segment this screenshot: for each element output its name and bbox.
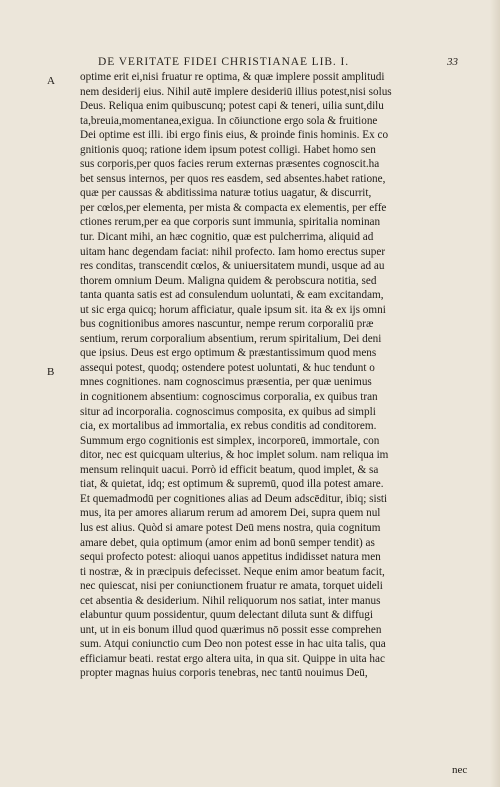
text-line: gnitionis quoq; ratione idem ipsum potest colligi. Habet homo sen: [80, 143, 376, 156]
text-line: optime erit ei,nisi fruatur re optima, & quæ implere possit amplitudi: [80, 71, 385, 83]
text-line: sus corporis,per quos facies rerum externas præsentes cognoscit.ha: [80, 158, 380, 171]
text-line: per cœlos,per elementa, per mista & compacta ex elementis, per effe: [80, 201, 387, 214]
text-line: Et quemadmodū per cognitiones alias ad Deum adscēditur, ibiq; sisti: [80, 492, 388, 505]
text-line: bet sensus internos, per quos res easdem, sed absentes.habet ratione,: [80, 172, 386, 185]
text-line: que ipsius. Deus est ergo optimum & præstantissimum quod mens: [80, 347, 377, 360]
text-line: lus est alius. Quòd si amare potest Deū mens nostra, quia cognitum: [80, 521, 381, 534]
text-line: elabuntur quum possidentur, quum delectant diluta sunt & diffugi: [80, 609, 373, 622]
text-line: ctiones rerum,per ea que corporis sunt immunia, spiritalia nominan: [80, 216, 381, 229]
text-line: nem desiderij eius. Nihil autē implere desideriū illius potest,nisi solus: [80, 85, 392, 98]
text-line: res conditas, transcendit cœlos, & uniuersitatem mundi, usque ad au: [80, 260, 385, 273]
text-line: cia, ex mortalibus ad immortalia, ex rebus conditis ad conditorem.: [80, 420, 377, 433]
text-line: mnes cognitiones. nam cognoscimus præsentia, per quæ uenimus: [80, 376, 372, 389]
margin-letter-b: B: [47, 366, 55, 378]
catchword: nec: [452, 764, 468, 776]
text-line: thorem omnium Deum. Maligna quidem & perobscura notitia, sed: [80, 274, 377, 287]
text-line: tur. Dicant mihi, an hæc cognitio, quæ est pulcherrima, aliquid ad: [80, 231, 374, 244]
text-line: Summum ergo cognitionis est simplex, incorporeū, immortale, con: [80, 434, 380, 447]
text-line: quæ per caussas & abditissima naturæ totius uagatur, & discurrit,: [80, 187, 372, 200]
text-line: Deus. Reliqua enim quibuscunq; potest capi & teneri, uilia sunt,dilu: [80, 100, 384, 113]
text-line: mensum relinquit uacui. Porrò id efficit beatum, quod implet, & sa: [80, 463, 379, 476]
text-line: sentium, rerum corporalium absentium, rerum spiritalium, Dei deni: [80, 332, 382, 345]
text-line: ti nostræ, & in præcipuis defecisset. Neque enim amor beatum facit,: [80, 565, 385, 578]
text-line: Dei optime est illi. ibi ergo finis eius, & proinde finis hominis. Ex co: [80, 129, 389, 142]
text-line: amare debet, quia optimum (amor enim ad bonū semper tendit) as: [80, 536, 375, 549]
text-line: tanta quanta satis est ad consulendum uoluntati, & eam excitandam,: [80, 289, 384, 302]
text-line: in cognitionem absentium: cognoscimus corporalia, ex quibus tran: [80, 391, 378, 404]
body-text: [80, 70, 468, 681]
running-head: DE VERITATE FIDEI CHRISTIANAE LIB. I.: [98, 56, 349, 68]
text-line: sequi profecto potest: alioqui uanos appetitus indidisset natura men: [80, 551, 381, 564]
text-line: ditor, nec est quicquam ulterius, & hoc implet solum. nam reliqua im: [80, 449, 389, 462]
text-line: tiat, & quietat, idq; est optimum & supremū, quod illa potest amare.: [80, 478, 384, 491]
text-line: ta,breuia,momentanea,exigua. In cōiunctione ergo sola & fruitione: [80, 114, 378, 127]
text-line: bus cognitionibus amores nascuntur, nempe rerum corporaliū præ: [80, 318, 374, 331]
text-line: situr ad incorporalia. cognoscimus composita, ex quibus ad simpli: [80, 405, 376, 418]
text-line: propter magnas huius corporis tenebras, nec tantū nouimus Deū,: [80, 667, 368, 680]
text-line: sum. Atqui coniunctio cum Deo non potest esse in hac uita talis, qua: [80, 638, 386, 651]
text-line: uitam hanc degendam faciat: nihil profecto. Iam homo erectus super: [80, 245, 386, 258]
text-line: mus, ita per amores aliarum rerum ad amorem Dei, supra quem nul: [80, 507, 381, 520]
text-line: unt, ut in eis bonum illud quod quærimus nō possit esse comprehen: [80, 623, 382, 636]
text-line: ut sic erga quicq; horum afficiatur, quale ipsum sit. ita & ex ijs omni: [80, 303, 386, 316]
text-line: efficiamur beati. restat ergo altera uita, in qua sit. Quippe in uita hac: [80, 652, 385, 665]
folio-number: 33: [447, 56, 458, 68]
text-line: assequi potest, quodq; ostendere potest uoluntati, & huc tendunt o: [80, 361, 375, 374]
text-line: cet absentia & desiderium. Nihil reliquorum nos satiat, inter manus: [80, 594, 381, 607]
text-line: nec quiescat, nisi per coniunctionem fruatur re amata, torquet uideli: [80, 580, 383, 593]
margin-letter-a: A: [47, 75, 55, 87]
